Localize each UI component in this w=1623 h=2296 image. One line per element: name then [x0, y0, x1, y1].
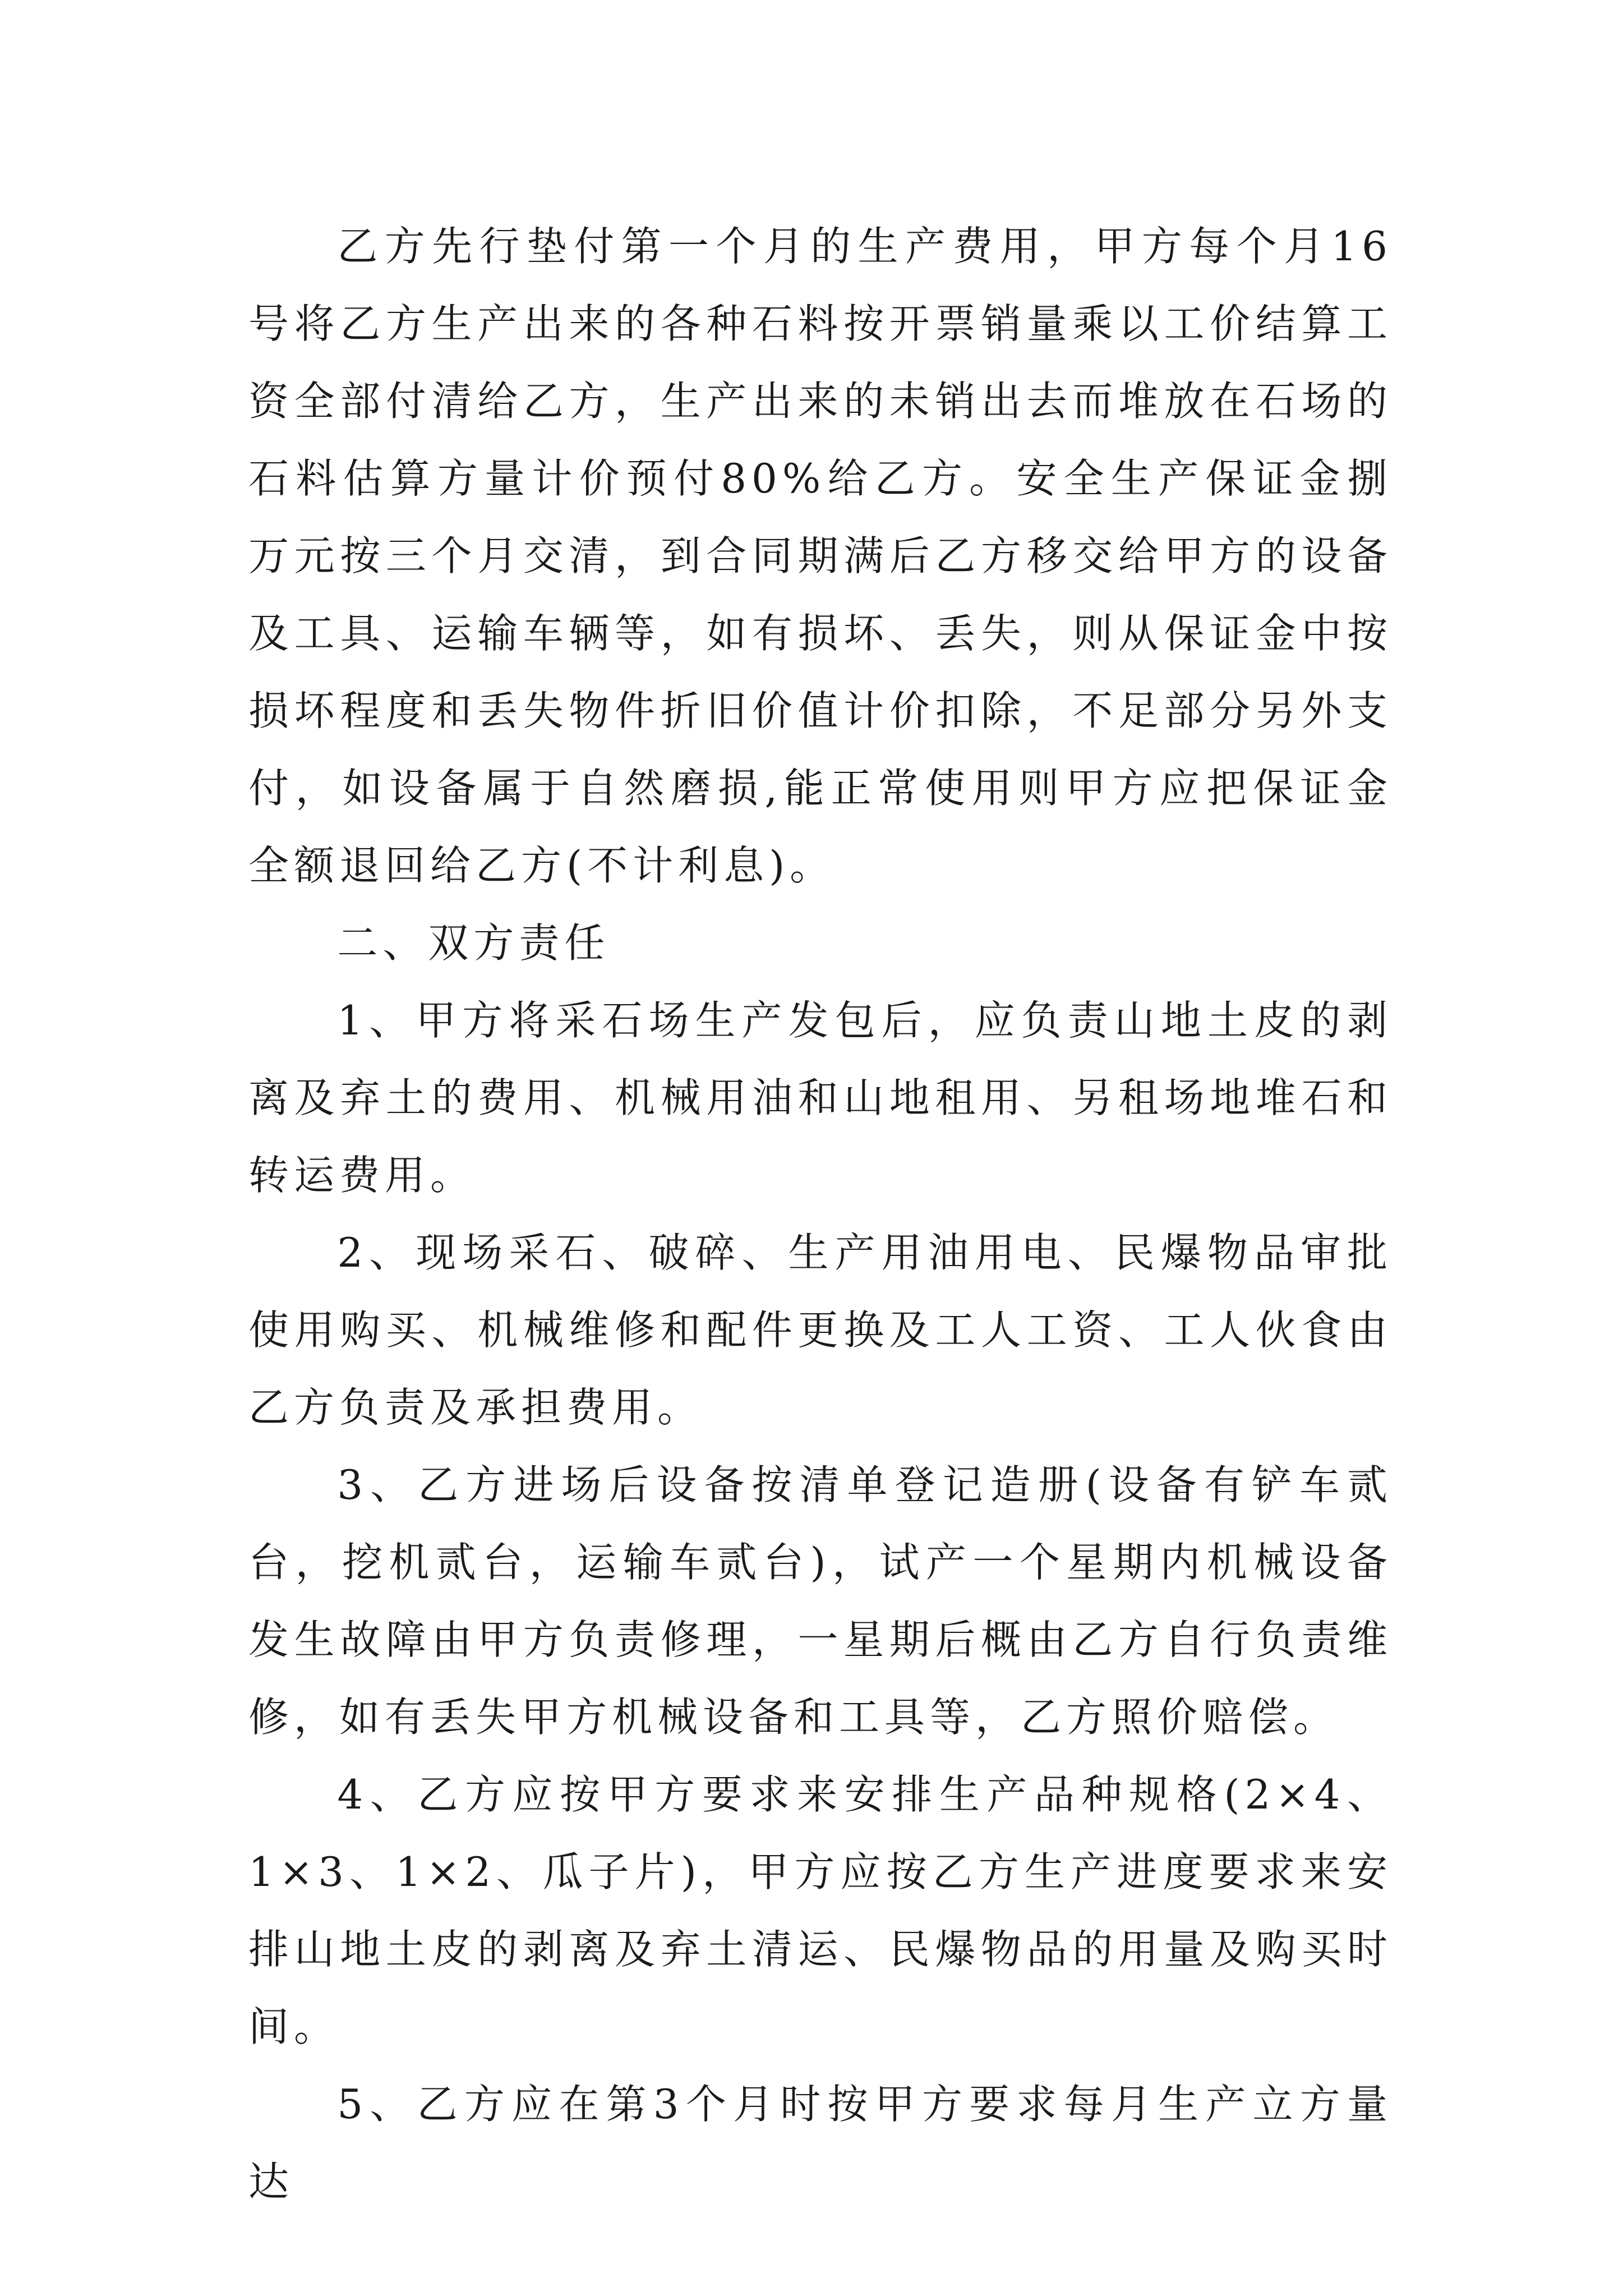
paragraph-clause-1: 1、甲方将采石场生产发包后，应负责山地土皮的剥离及弃土的费用、机械用油和山地租用、另租场地堆石和转运费用。: [248, 997, 1393, 1199]
paragraph-payment-terms: 乙方先行垫付第一个月的生产费用，甲方每个月16号将乙方生产出来的各种石料按开票销量乘以工价结算工资全部付清给乙方，生产出来的未销出去而堆放在石场的石料估算方量计价预付80%给乙方。安全生产保证金捌万元按三个月交清，到合同期满后乙方移交给甲方的设备及工具、运输车辆等，如有损坏、丢失，则从保证金中按损坏程度和丢失物件折旧价值计价扣除，不足部分另外支付，如设备属于自然磨损,能正常使用则甲方应把保证金全额退回给乙方(不计利息)。: [248, 223, 1393, 889]
section-heading-responsibilities: 二、双方责任: [337, 919, 610, 967]
paragraph-clause-3: 3、乙方进场后设备按清单登记造册(设备有铲车贰台，挖机贰台，运输车贰台)，试产一个星期内机械设备发生故障由甲方负责修理，一星期后概由乙方自行负责维修，如有丢失甲方机械设备和工具等，乙方照价赔偿。: [248, 1461, 1393, 1741]
document-body: [248, 208, 1393, 2220]
paragraph-clause-5: 5、乙方应在第3个月时按甲方要求每月生产立方量达: [248, 2081, 1393, 2205]
paragraph-clause-2: 2、现场采石、破碎、生产用油用电、民爆物品审批使用购买、机械维修和配件更换及工人工资、工人伙食由乙方负责及承担费用。: [248, 1229, 1393, 1431]
paragraph-clause-4: 4、乙方应按甲方要求来安排生产品种规格(2×4、1×3、1×2、瓜子片)，甲方应按乙方生产进度要求来安排山地土皮的剥离及弃土清运、民爆物品的用量及购买时间。: [248, 1771, 1393, 2050]
